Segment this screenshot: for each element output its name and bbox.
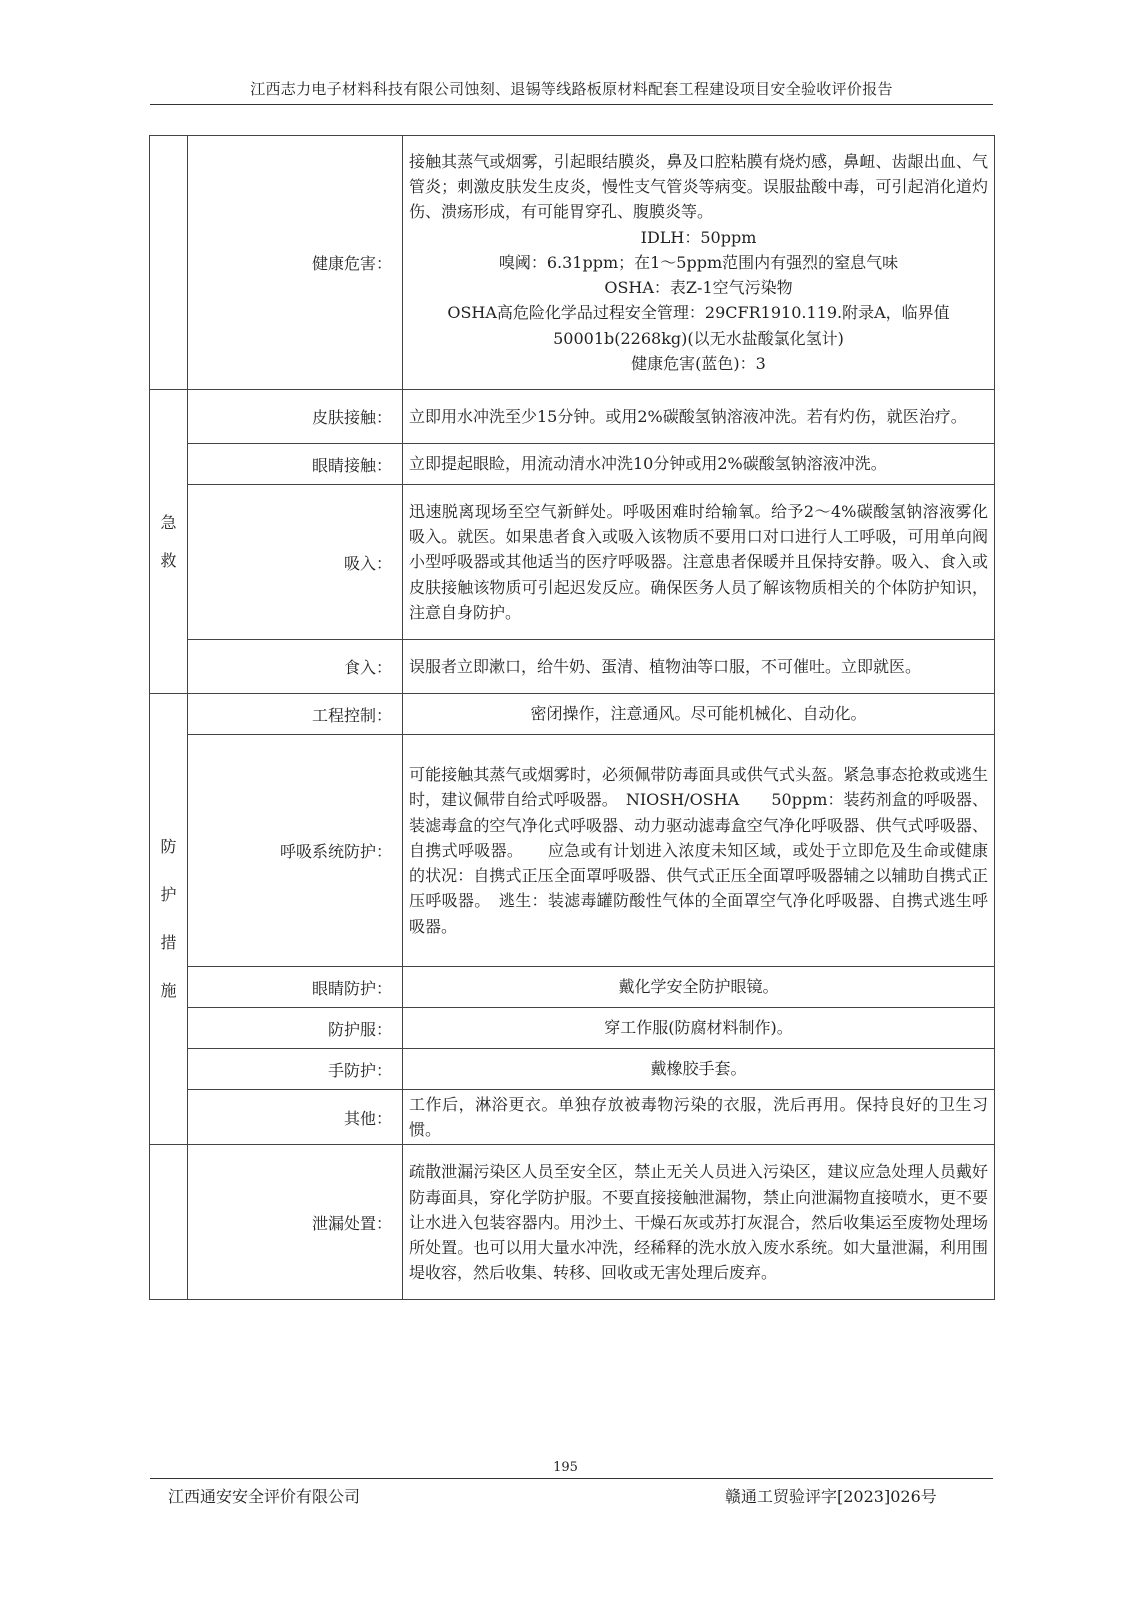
other-protection-value: 工作后，淋浴更衣。单独存放被毒物污染的衣服，洗后再用。保持良好的卫生习惯。 — [403, 1090, 995, 1145]
footer-document-number: 赣通工贸验评字[2023]026号 — [725, 1487, 937, 1506]
first-aid-inhalation-row — [150, 485, 995, 640]
protective-clothing-row — [150, 1008, 995, 1049]
health-idlh: IDLH：50ppm — [640, 227, 757, 247]
first-aid-char-2: 救 — [160, 550, 177, 570]
engineering-control-row — [150, 694, 995, 735]
health-hazard-label: 健康危害： — [188, 136, 403, 390]
first-aid-group-label — [150, 390, 188, 694]
report-header-title: 江西志力电子材料科技有限公司蚀刻、退锡等线路板原材料配套工程建设项目安全验收评价报告 — [250, 80, 893, 98]
health-odor-threshold: 嗅阈：6.31ppm；在1～5ppm范围内有强烈的窒息气味 — [498, 252, 899, 272]
health-hazard-row — [150, 136, 995, 390]
protection-group-label — [150, 694, 188, 1145]
footer-company: 江西通安安全评价有限公司 — [168, 1487, 361, 1506]
respiratory-protection-label: 呼吸系统防护： — [188, 735, 403, 967]
leak-disposal-row — [150, 1145, 995, 1300]
hand-protection-value: 戴橡胶手套。 — [403, 1049, 995, 1090]
group-cell-empty-leak — [150, 1145, 188, 1300]
ingestion-label: 食入： — [188, 640, 403, 694]
first-aid-ingestion-row — [150, 640, 995, 694]
other-protection-label: 其他： — [188, 1090, 403, 1145]
header-divider — [150, 104, 993, 105]
health-osha-psm: OSHA高危险化学品过程安全管理：29CFR1910.119.附录A，临界值 50001b(2268kg)(以无水盐酸氯化氢计) — [447, 303, 982, 348]
skin-contact-value: 立即用水冲洗至少15分钟。或用2%碳酸氢钠溶液冲洗。若有灼伤，就医治疗。 — [403, 390, 995, 444]
respiratory-protection-row — [150, 735, 995, 967]
hand-protection-row — [150, 1049, 995, 1090]
group-cell-empty — [150, 136, 188, 390]
hand-protection-label: 手防护： — [188, 1049, 403, 1090]
protection-char-1: 防 — [160, 837, 177, 857]
inhalation-label: 吸入： — [188, 485, 403, 640]
engineering-control-value: 密闭操作，注意通风。尽可能机械化、自动化。 — [403, 694, 995, 735]
inhalation-value: 迅速脱离现场至空气新鲜处。呼吸困难时给输氧。给予2～4%碳酸氢钠溶液雾化吸入。就医。如果患者食入或吸入该物质不要用口对口进行人工呼吸，可用单向阀小型呼吸器或其他适当的医疗呼吸器。注意患者保暖并且保持安静。吸入、食入或皮肤接触该物质可引起迟发反应。确保医务人员了解该物质相关的个体防护知识，注意自身防护。 — [403, 485, 995, 640]
eye-protection-value: 戴化学安全防护眼镜。 — [403, 967, 995, 1008]
eye-contact-label: 眼睛接触： — [188, 444, 403, 485]
footer-divider — [150, 1478, 993, 1479]
eye-protection-label: 眼睛防护： — [188, 967, 403, 1008]
protection-char-2: 护 — [160, 885, 177, 905]
skin-contact-label: 皮肤接触： — [188, 390, 403, 444]
first-aid-eye-row — [150, 444, 995, 485]
health-hazard-text: 接触其蒸气或烟雾，引起眼结膜炎，鼻及口腔粘膜有烧灼感，鼻衄、齿龈出血、气管炎；刺激皮肤发生皮炎，慢性支气管炎等病变。误服盐酸中毒，可引起消化道灼伤、溃疡形成，有可能胃穿孔、腹膜炎等。 — [409, 152, 988, 222]
protection-char-3: 措 — [160, 933, 177, 953]
health-rating: 健康危害(蓝色)：3 — [631, 353, 766, 373]
first-aid-skin-row — [150, 390, 995, 444]
other-protection-row — [150, 1090, 995, 1145]
ingestion-value: 误服者立即漱口，给牛奶、蛋清、植物油等口服，不可催吐。立即就医。 — [403, 640, 995, 694]
protective-clothing-value: 穿工作服(防腐材料制作)。 — [403, 1008, 995, 1049]
page-number: 195 — [553, 1460, 578, 1475]
eye-contact-value: 立即提起眼睑，用流动清水冲洗10分钟或用2%碳酸氢钠溶液冲洗。 — [403, 444, 995, 485]
engineering-control-label: 工程控制： — [188, 694, 403, 735]
protection-char-4: 施 — [160, 981, 177, 1001]
eye-protection-row — [150, 967, 995, 1008]
respiratory-protection-value: 可能接触其蒸气或烟雾时，必须佩带防毒面具或供气式头盔。紧急事态抢救或逃生时，建议佩带自给式呼吸器。 NIOSH/OSHA 50ppm：装药剂盒的呼吸器、装滤毒盒的空气净化式呼吸器、动力驱动滤毒盒空气净化呼吸器、供气式呼吸器、自携式呼吸器。 应急或有计划进入浓度未知区域，或处于立即危及生命或健康的状况：自携式正压全面罩呼吸器、供气式正压全面罩呼吸器辅之以辅助自携式正压呼吸器。 逃生：装滤毒罐防酸性气体的全面罩空气净化呼吸器、自携式逃生呼吸器。 — [403, 735, 995, 967]
health-osha-table: OSHA：表Z-1空气污染物 — [604, 278, 793, 298]
msds-table — [149, 135, 995, 1300]
protective-clothing-label: 防护服： — [188, 1008, 403, 1049]
health-hazard-value — [403, 136, 995, 390]
leak-disposal-value: 疏散泄漏污染区人员至安全区，禁止无关人员进入污染区，建议应急处理人员戴好防毒面具，穿化学防护服。不要直接接触泄漏物，禁止向泄漏物直接喷水，更不要让水进入包装容器内。用沙土、干燥石灰或苏打灰混合，然后收集运至废物处理场所处置。也可以用大量水冲洗，经稀释的洗水放入废水系统。如大量泄漏，利用围堤收容，然后收集、转移、回收或无害处理后废弃。 — [403, 1145, 995, 1300]
first-aid-char-1: 急 — [160, 512, 177, 532]
leak-disposal-label: 泄漏处置： — [188, 1145, 403, 1300]
